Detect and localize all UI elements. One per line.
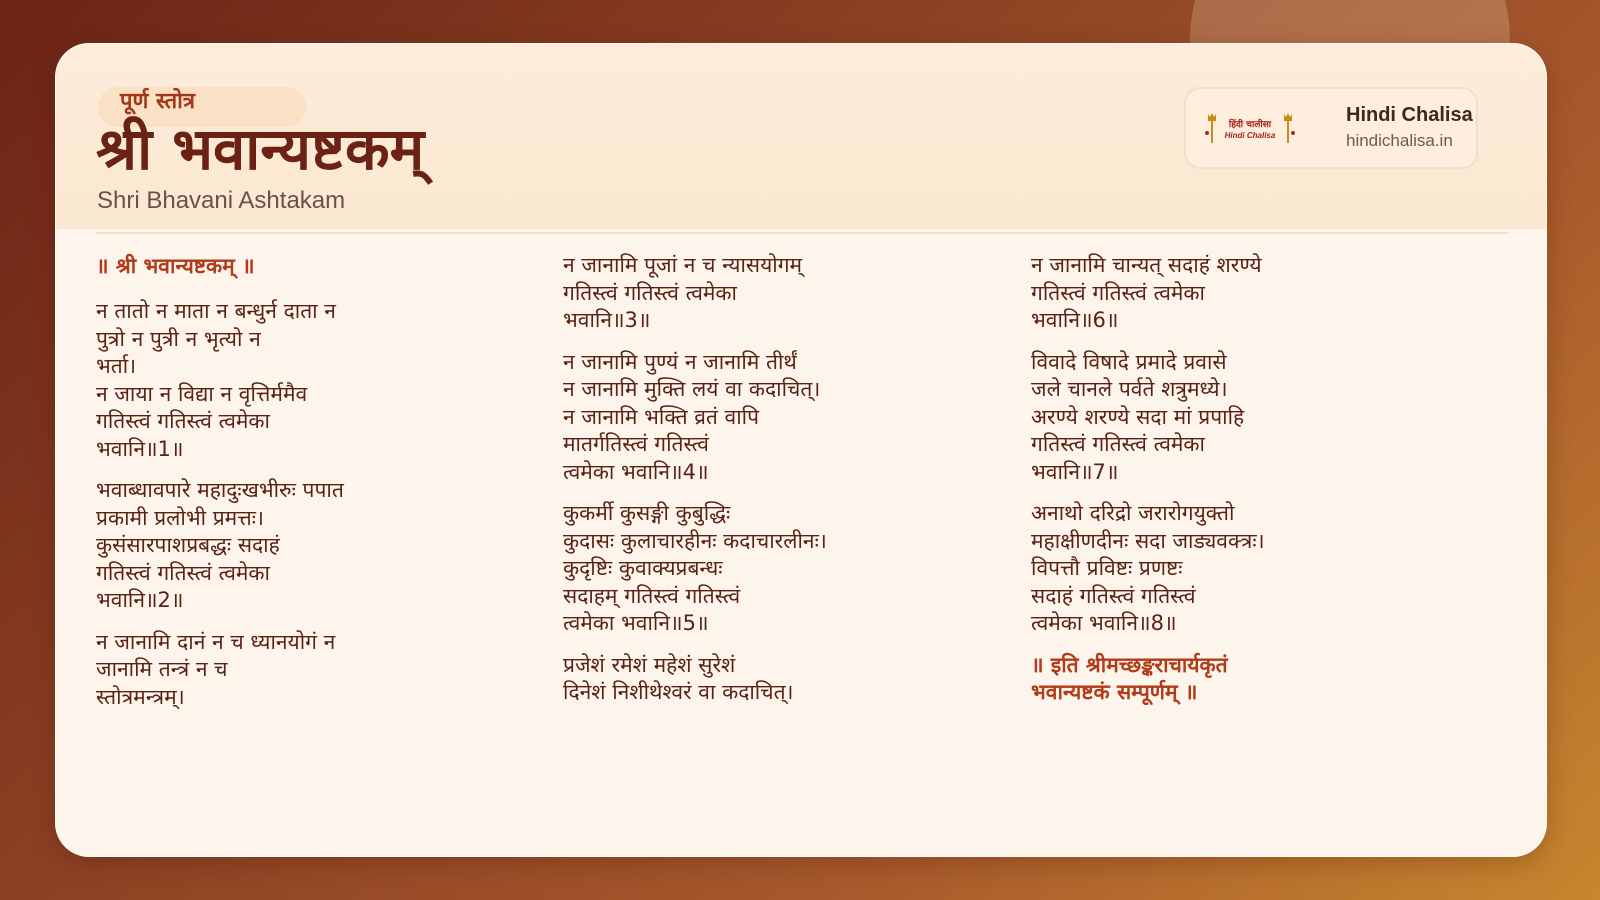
verse-line: जानामि तन्त्रं न च (96, 657, 228, 681)
verse-line: न जानामि पुण्यं न जानामि तीर्थं (563, 349, 797, 374)
card-header (56, 44, 1546, 229)
verse-line: कुकर्मी कुसङ्गी कुबुद्धिः (563, 501, 731, 525)
brand-name: Hindi Chalisa (1346, 104, 1473, 126)
verse-line: भवानि॥6॥ (1031, 308, 1119, 332)
logo-text-english: Hindi Chalisa (1224, 131, 1276, 140)
closing-colophon (1031, 652, 1451, 707)
page-title: श्री भवान्यष्टकम् (96, 115, 425, 183)
verse-line: महाक्षीणदीनः सदा जाड्यवक्त्रः। (1031, 528, 1265, 553)
stanza-column-1 (96, 252, 516, 725)
stanza-2 (96, 477, 516, 615)
verse-line: जले चानले पर्वते शत्रुमध्ये। (1031, 377, 1228, 401)
stanza-3-end (563, 252, 983, 335)
verse-line: गतिस्त्वं गतिस्त्वं त्वमेका (1031, 432, 1205, 456)
verse-line: मातर्गतिस्त्वं गतिस्त्वं (563, 432, 709, 456)
verse-line: त्वमेका भवानि॥4॥ (563, 459, 709, 484)
verse-line: प्रकामी प्रलोभी प्रमत्तः। (96, 505, 264, 530)
brand-url[interactable]: hindichalisa.in (1346, 131, 1453, 150)
stanza-4 (563, 349, 983, 487)
verse-line: प्रजेशं रमेशं महेशं सुरेशं (563, 652, 736, 677)
verse-line: भर्ता। (96, 354, 137, 378)
badge-label: पूर्ण स्तोत्र (120, 89, 196, 114)
page-subtitle: Shri Bhavani Ashtakam (97, 187, 346, 214)
verse-line: दिनेशं निशीथेश्वरं वा कदाचित्। (563, 680, 794, 704)
verse-line: न जानामि पूजां न च न्यासयोगम् (563, 253, 803, 277)
verse-line: स्तोत्रमन्त्रम्। (96, 684, 185, 709)
verse-line: अनाथो दरिद्रो जरारोगयुक्तो (1031, 501, 1235, 525)
verse-line: विपत्तौ प्रविष्टः प्रणष्टः (1031, 556, 1183, 580)
verse-line: विवादे विषादे प्रमादे प्रवासे (1031, 349, 1227, 374)
stanza-8 (1031, 500, 1451, 638)
verse-line: न जानामि चान्यत् सदाहं शरण्ये (1031, 253, 1262, 277)
verse-line: भवानि॥7॥ (1031, 459, 1119, 484)
logo-text-hindi: हिंदी चालीसा (1228, 120, 1272, 130)
stanza-column-3 (1031, 252, 1451, 707)
closing-line: ॥ इति श्रीमच्छङ्कराचार्यकृतं (1031, 652, 1228, 677)
stanza-5 (563, 500, 983, 638)
brand-box[interactable] (1184, 87, 1478, 169)
verse-line: गतिस्त्वं गतिस्त्वं त्वमेका (96, 560, 270, 585)
verse-line: कुसंसारपाशप्रबद्धः सदाहं (96, 533, 280, 557)
verse-line: गतिस्त्वं गतिस्त्वं त्वमेका (1031, 280, 1205, 305)
content-card (55, 43, 1547, 857)
verse-line: गतिस्त्वं गतिस्त्वं त्वमेका (563, 280, 737, 305)
hindi-chalisa-logo-icon (1202, 111, 1298, 147)
verse-line: पुत्रो न पुत्री न भृत्यो न (96, 326, 261, 351)
verse-line: त्वमेका भवानि॥5॥ (563, 611, 709, 635)
verse-line: कुदृष्टिः कुवाक्यप्रबन्धः (563, 556, 723, 580)
stanza-6-partial (563, 652, 983, 707)
verse-line: भवानि॥2॥ (96, 588, 184, 612)
verse-line: न तातो न माता न बन्धुर्न दाता न (96, 299, 336, 323)
verse-line: सदाहं गतिस्त्वं गतिस्त्वं (1031, 583, 1196, 608)
stanza-column-2 (563, 252, 983, 721)
header-divider (96, 232, 1508, 234)
verse-line: न जानामि दानं न च ध्यानयोगं न (96, 629, 336, 654)
stanza-7 (1031, 349, 1451, 487)
verse-line: कुदासः कुलाचारहीनः कदाचारलीनः। (563, 528, 827, 553)
verse-line: न जानामि भक्ति व्रतं वापि (563, 404, 760, 429)
stanza-1 (96, 298, 516, 463)
verse-line: सदाहम् गतिस्त्वं गतिस्त्वं (563, 583, 741, 608)
verse-line: न जानामि मुक्ति लयं वा कदाचित्। (563, 377, 821, 401)
verse-line: भवानि॥1॥ (96, 436, 184, 461)
stanza-6-end (1031, 252, 1451, 335)
verse-line: त्वमेका भवानि॥8॥ (1031, 611, 1177, 635)
closing-line: भवान्यष्टकं सम्पूर्णम् ॥ (1031, 680, 1198, 704)
verse-line: न जाया न विद्या न वृत्तिर्ममैव (96, 381, 308, 406)
verse-line: भवानि॥3॥ (563, 308, 651, 332)
stanza-3-partial (96, 629, 516, 712)
verse-line: गतिस्त्वं गतिस्त्वं त्वमेका (96, 409, 270, 433)
verse-line: भवाब्धावपारे महादुःखभीरुः पपात (96, 478, 344, 502)
verse-line: अरण्ये शरण्ये सदा मां प्रपाहि (1031, 404, 1245, 429)
stotra-heading: ॥ श्री भवान्यष्टकम् ॥ (96, 254, 255, 278)
